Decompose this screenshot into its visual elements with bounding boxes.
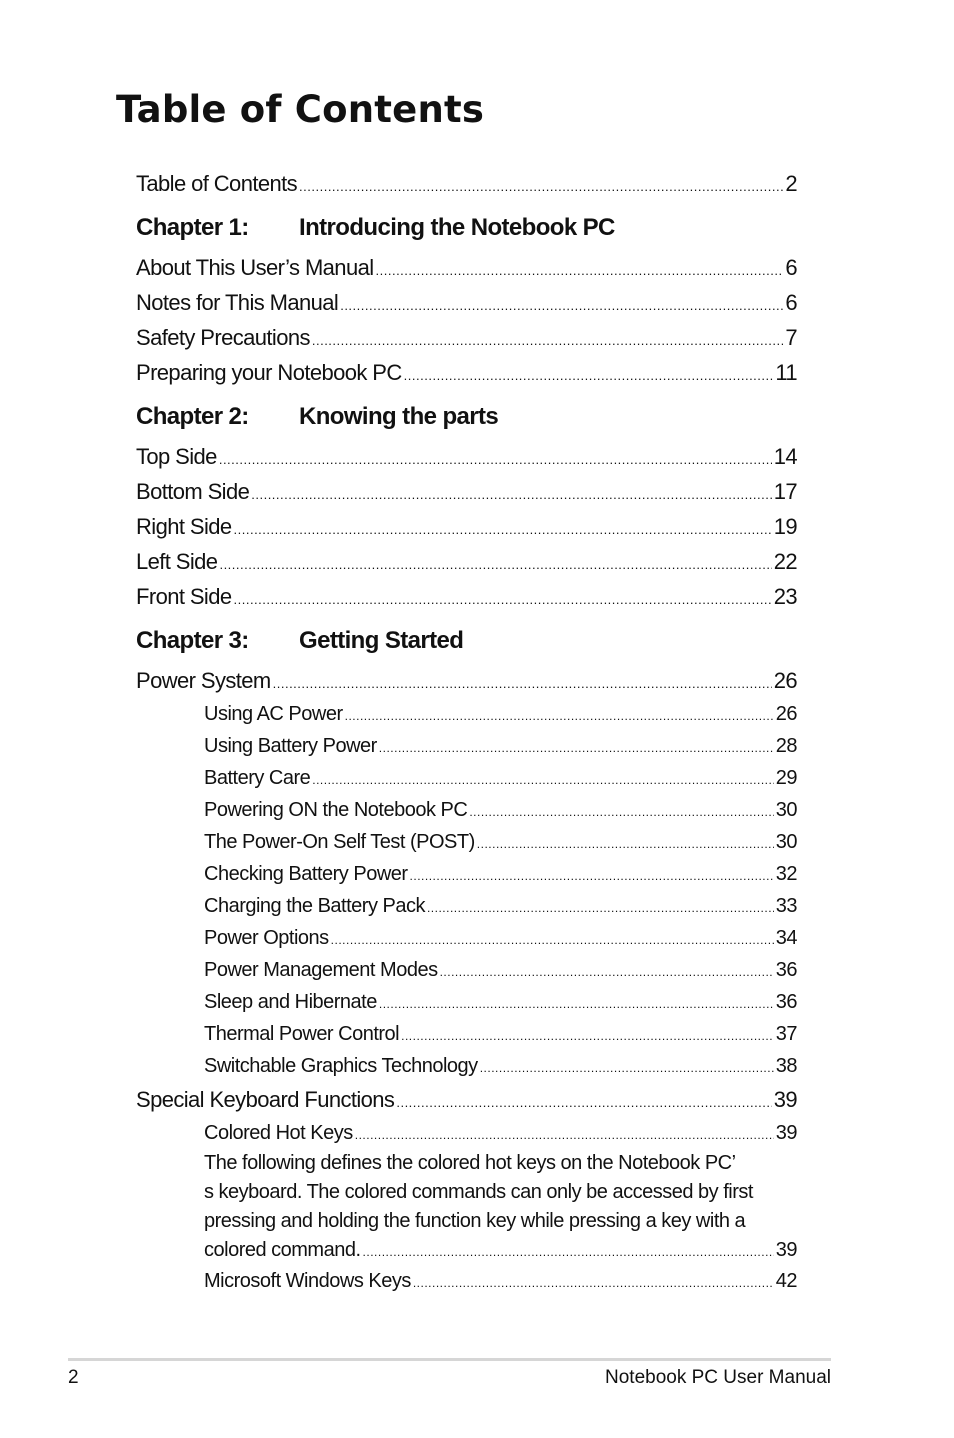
- toc-subentry[interactable]: [204, 698, 797, 730]
- toc-entry-page: 26: [773, 668, 797, 693]
- toc-entry[interactable]: [136, 509, 797, 544]
- toc-entry-title: Top Side: [136, 444, 217, 469]
- toc-entry-page: 29: [775, 767, 797, 789]
- footer-manual-title: Notebook PC User Manual: [605, 1367, 831, 1388]
- toc-subentry[interactable]: [204, 826, 797, 858]
- table-of-contents: [136, 166, 797, 1297]
- page-title: Table of Contents: [116, 88, 485, 131]
- toc-entry-title: Right Side: [136, 514, 232, 539]
- toc-entry-title: Sleep and Hibernate: [204, 991, 377, 1013]
- chapter-title: Knowing the parts: [299, 403, 499, 430]
- toc-entry-page: 32: [775, 863, 797, 885]
- toc-entry-title: Using Battery Power: [204, 735, 377, 757]
- dot-leader: [355, 1119, 774, 1151]
- toc-entry[interactable]: [136, 320, 797, 355]
- dot-leader: [410, 860, 774, 892]
- dot-leader: [427, 892, 774, 924]
- chapter-number: Chapter 1:: [136, 214, 249, 241]
- toc-entry-title: colored command.: [204, 1239, 361, 1261]
- toc-entry-title: Left Side: [136, 549, 218, 574]
- toc-subentry[interactable]: [204, 954, 797, 986]
- toc-entry-page: 14: [773, 444, 797, 469]
- toc-entry-page: 22: [773, 549, 797, 574]
- toc-entry-page: 28: [775, 735, 797, 757]
- toc-subentry[interactable]: [204, 730, 797, 762]
- toc-subentry[interactable]: [204, 794, 797, 826]
- toc-entry-page: 37: [775, 1023, 797, 1045]
- dot-leader: [219, 442, 772, 477]
- toc-entry-title: Battery Care: [204, 767, 311, 789]
- dot-leader: [413, 1267, 774, 1299]
- toc-entry-title: Thermal Power Control: [204, 1023, 400, 1045]
- dot-leader: [273, 666, 772, 701]
- chapter-title: Introducing the Notebook PC: [299, 214, 615, 241]
- toc-entry-page: 6: [785, 255, 797, 280]
- dot-leader: [234, 582, 772, 617]
- toc-entry-table-of-contents[interactable]: [136, 166, 797, 201]
- toc-entry-title: Microsoft Windows Keys: [204, 1270, 411, 1292]
- footer-page-number: 2: [68, 1367, 79, 1388]
- dot-leader: [219, 547, 771, 582]
- dot-leader: [480, 1052, 774, 1084]
- toc-entry-page: 42: [775, 1270, 797, 1292]
- toc-entry[interactable]: [136, 474, 797, 509]
- toc-entry-page: 34: [775, 927, 797, 949]
- toc-entry-title: Notes for This Manual: [136, 290, 339, 315]
- toc-entry-page: 38: [775, 1055, 797, 1077]
- toc-entry-page: 30: [775, 831, 797, 853]
- toc-entry-page: 39: [775, 1239, 797, 1261]
- toc-subentry[interactable]: [204, 1265, 797, 1297]
- toc-subentry[interactable]: [204, 1117, 797, 1149]
- toc-entry-page: 33: [775, 895, 797, 917]
- toc-entry-page: 39: [775, 1122, 797, 1144]
- chapter-1-heading[interactable]: [136, 205, 797, 250]
- toc-subentry[interactable]: [204, 986, 797, 1018]
- toc-entry-page: 36: [775, 959, 797, 981]
- toc-entry-title: Power Options: [204, 927, 329, 949]
- toc-entry-title: Special Keyboard Functions: [136, 1087, 395, 1112]
- chapter-3-heading[interactable]: [136, 618, 797, 663]
- dot-leader: [376, 253, 784, 288]
- toc-subentry[interactable]: [204, 1050, 797, 1082]
- toc-entry[interactable]: [136, 663, 797, 698]
- dot-leader: [251, 477, 771, 512]
- toc-entry-title: Front Side: [136, 584, 232, 609]
- dot-leader: [234, 512, 772, 547]
- toc-entry-text-line: pressing and holding the function key while pressing a key with a: [204, 1210, 746, 1232]
- dot-leader: [312, 764, 773, 796]
- chapter-2-heading[interactable]: [136, 394, 797, 439]
- toc-entry-page: 30: [775, 799, 797, 821]
- toc-entry[interactable]: [136, 250, 797, 285]
- toc-entry-page: 11: [775, 360, 797, 385]
- toc-entry-page: 23: [773, 584, 797, 609]
- toc-entry-text-line: s keyboard. The colored commands can only be accessed by first: [204, 1181, 753, 1203]
- toc-entry-page: 36: [775, 991, 797, 1013]
- toc-subentry[interactable]: [204, 858, 797, 890]
- toc-entry[interactable]: [136, 355, 797, 390]
- toc-entry-page: 19: [773, 514, 797, 539]
- toc-entry-title: Preparing your Notebook PC: [136, 360, 402, 385]
- dot-leader: [331, 924, 774, 956]
- toc-entry[interactable]: [136, 285, 797, 320]
- dot-leader: [312, 323, 784, 358]
- toc-entry-title: Table of Contents: [136, 171, 298, 196]
- chapter-number: Chapter 3:: [136, 627, 249, 654]
- footer-divider: [68, 1358, 831, 1361]
- dot-leader: [379, 732, 774, 764]
- toc-subentry[interactable]: [204, 890, 797, 922]
- dot-leader: [440, 956, 774, 988]
- toc-entry-page: 17: [773, 479, 797, 504]
- toc-entry-page: 39: [773, 1087, 797, 1112]
- toc-entry-title: The Power-On Self Test (POST): [204, 831, 475, 853]
- dot-leader: [340, 288, 783, 323]
- dot-leader: [477, 828, 774, 860]
- toc-entry-text-line: The following defines the colored hot keys on the Notebook PC’: [204, 1152, 736, 1174]
- toc-entry-title: Power System: [136, 668, 271, 693]
- dot-leader: [396, 1085, 771, 1120]
- toc-entry-page: 2: [785, 171, 797, 196]
- dot-leader: [404, 358, 774, 393]
- toc-entry-title: Checking Battery Power: [204, 863, 408, 885]
- toc-entry-page: 7: [785, 325, 797, 350]
- toc-entry-page: 26: [775, 703, 797, 725]
- toc-entry-title: Power Management Modes: [204, 959, 438, 981]
- toc-subentry[interactable]: [204, 922, 797, 954]
- chapter-title: Getting Started: [299, 627, 464, 654]
- toc-entry[interactable]: [136, 1082, 797, 1117]
- toc-subentry[interactable]: [204, 762, 797, 794]
- dot-leader: [379, 988, 774, 1020]
- toc-entry[interactable]: [136, 544, 797, 579]
- dot-leader: [299, 169, 783, 204]
- dot-leader: [469, 796, 773, 828]
- toc-entry-title: Charging the Battery Pack: [204, 895, 425, 917]
- toc-entry[interactable]: [136, 579, 797, 614]
- chapter-number: Chapter 2:: [136, 403, 249, 430]
- toc-subentry[interactable]: [204, 1018, 797, 1050]
- toc-entry[interactable]: [136, 439, 797, 474]
- toc-entry-title: About This User’s Manual: [136, 255, 374, 280]
- toc-entry-page: 6: [785, 290, 797, 315]
- dot-leader: [345, 700, 774, 732]
- dot-leader: [401, 1020, 774, 1052]
- toc-entry-title: Safety Precautions: [136, 325, 310, 350]
- toc-entry-title: Using AC Power: [204, 703, 343, 725]
- toc-entry-title: Switchable Graphics Technology: [204, 1055, 478, 1077]
- toc-entry-title: Powering ON the Notebook PC: [204, 799, 468, 821]
- dot-leader: [363, 1238, 774, 1267]
- toc-subentry-multiline[interactable]: [204, 1149, 797, 1265]
- toc-entry-title: Bottom Side: [136, 479, 250, 504]
- toc-entry-title: Colored Hot Keys: [204, 1122, 353, 1144]
